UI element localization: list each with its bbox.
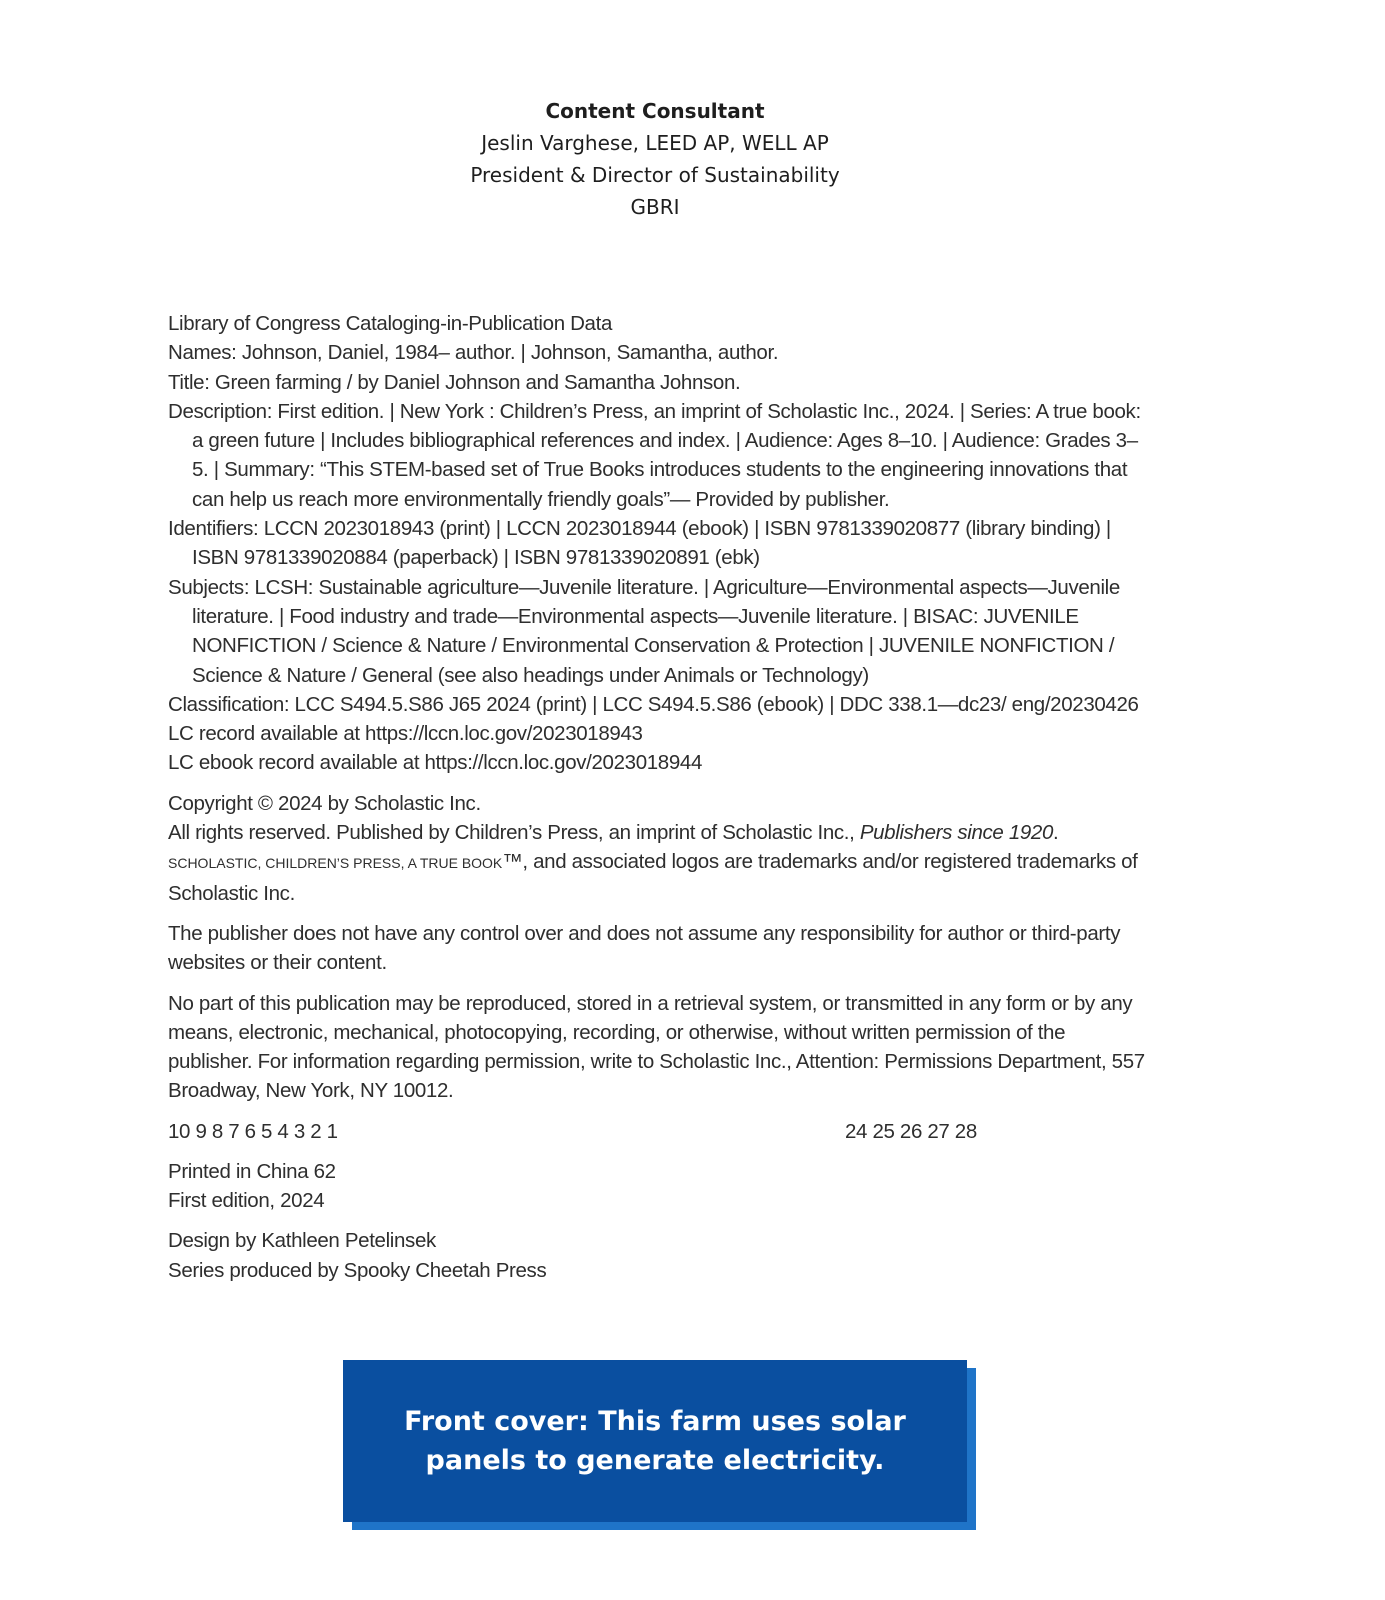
series-credit: Series produced by Spooky Cheetah Press bbox=[168, 1258, 547, 1282]
impression-line: 10 9 8 7 6 5 4 3 2 1 bbox=[168, 1119, 338, 1143]
cover-note-line-1: Front cover: This farm uses solar bbox=[404, 1406, 906, 1437]
rights-reserved bbox=[168, 818, 1148, 847]
year-line: 24 25 26 27 28 bbox=[845, 1119, 977, 1143]
publishers-since: Publishers since 1920 bbox=[859, 821, 1054, 845]
cip-lc-ebook-record: LC ebook record available at https://lccn.loc.gov/2023018944 bbox=[168, 751, 703, 775]
trademark-names: SCHOLASTIC, CHILDREN’S PRESS, A TRUE BOOK bbox=[168, 855, 503, 872]
edition: First edition, 2024 bbox=[168, 1189, 325, 1213]
cip-description: Description: First edition. | New York : Children’s Press, an imprint of Scholastic Inc., 2024. | Series: A true book: a green future | Includes bibliographical references and index. | Audience: Ages 8–10. | Audience: Grades 3–5. | Summary: “This STEM-based set of True Books introduces students to the engineering innovations that can help us reach more environmentally friendly goals”— Provided by publisher. bbox=[168, 399, 1141, 511]
copyright-page-text bbox=[168, 309, 1148, 1285]
printed-in: Printed in China 62 bbox=[168, 1159, 336, 1183]
cip-lc-record: LC record available at https://lccn.loc.gov/2023018943 bbox=[168, 722, 643, 746]
printing-numbers bbox=[168, 1117, 1148, 1146]
copyright-line: Copyright © 2024 by Scholastic Inc. bbox=[168, 791, 481, 815]
permission-notice: No part of this publication may be reproduced, stored in a retrieval system, or transmitted in any form or by any means, electronic, mechanical, photocopying, recording, or otherwise, without written permission of the publisher. For information regarding permission, write to Scholastic Inc., Attention: Permissions Department, 557 Broadway, New York, NY 10012. bbox=[168, 991, 1145, 1103]
cip-names: Names: Johnson, Daniel, 1984– author. | Johnson, Samantha, author. bbox=[168, 341, 779, 365]
consultant-role: President & Director of Sustainability bbox=[470, 163, 840, 187]
trademark-notice bbox=[168, 847, 1148, 908]
cip-identifiers: Identifiers: LCCN 2023018943 (print) | LCCN 2023018944 (ebook) | ISBN 9781339020877 (library binding) | ISBN 9781339020884 (paperback) | ISBN 9781339020891 (ebk) bbox=[168, 517, 1111, 570]
cip-heading: Library of Congress Cataloging-in-Publication Data bbox=[168, 312, 612, 335]
cip-subjects: Subjects: LCSH: Sustainable agriculture—Juvenile literature. | Agriculture—Environmental aspects—Juvenile literature. | Food industry and trade—Environmental aspects—Juvenile literature. | BISAC: JUVENILE NONFICTION / Science & Nature / Environmental Conservation & Protection | JUVENILE NONFICTION / Science & Nature / General (see also headings under Animals or Technology) bbox=[168, 575, 1120, 687]
cover-note-box bbox=[343, 1360, 967, 1522]
consultant-org: GBRI bbox=[630, 195, 680, 219]
cip-title: Title: Green farming / by Daniel Johnson and Samantha Johnson. bbox=[168, 370, 741, 394]
rights-period: . bbox=[1053, 821, 1059, 845]
publisher-disclaimer: The publisher does not have any control over and does not assume any responsibility for author or third-party websites or their content. bbox=[168, 921, 1121, 975]
consultant-heading: Content Consultant bbox=[545, 99, 765, 123]
design-credit: Design by Kathleen Petelinsek bbox=[168, 1229, 436, 1253]
content-consultant-block bbox=[0, 95, 1310, 223]
cover-note-line-2: panels to generate electricity. bbox=[425, 1445, 885, 1476]
cip-classification: Classification: LCC S494.5.S86 J65 2024 (print) | LCC S494.5.S86 (ebook) | DDC 338.1—dc23/ eng/20230426 bbox=[168, 692, 1139, 716]
rights-text: All rights reserved. Published by Children’s Press, an imprint of Scholastic Inc., bbox=[168, 821, 860, 845]
consultant-name: Jeslin Varghese, LEED AP, WELL AP bbox=[481, 131, 829, 155]
trademark-text: ™, and associated logos are trademarks and/or registered trademarks of Scholastic Inc. bbox=[168, 850, 1138, 905]
